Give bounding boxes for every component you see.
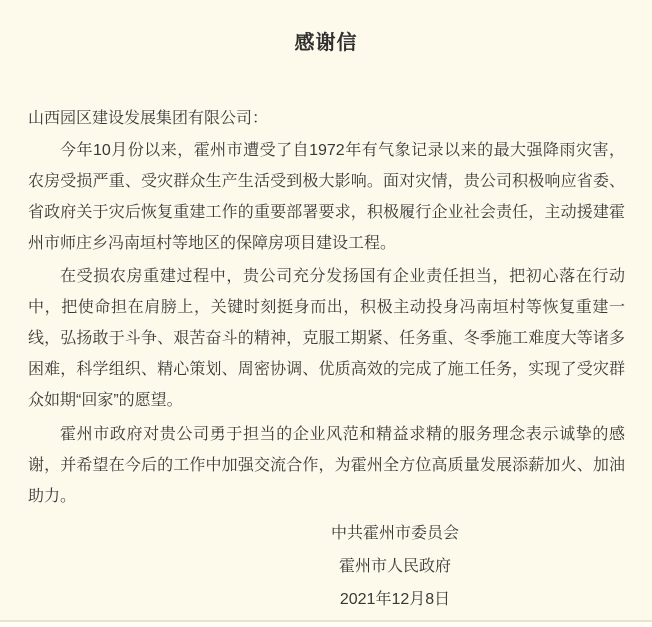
paragraph: 在受损农房重建过程中，贵公司充分发扬国有企业责任担当，把初心落在行动中，把使命担在肩膀上，关键时刻挺身而出，积极主动投身冯南垣村等恢复重建一线，弘扬敢于斗争、艰苦奋斗的精神，克服工期紧、任务重、冬季施工难度大等诸多困难，科学组织、精心策划、周密协调、优质高效的完成了施工任务，实现了受灾群众如期“回家”的愿望。 <box>28 268 625 409</box>
letter-body <box>28 103 625 512</box>
paragraph: 霍州市政府对贵公司勇于担当的企业风范和精益求精的服务理念表示诚挚的感谢，并希望在今后的工作中加强交流合作，为霍州全方位高质量发展添薪加火、加油助力。 <box>28 426 625 505</box>
bottom-border <box>0 620 652 627</box>
signature-line-government: 霍州市人民政府 <box>338 558 451 575</box>
salutation: 山西园区建设发展集团有限公司： <box>28 110 269 127</box>
letter-title: 感谢信 <box>294 32 358 54</box>
signature-line-committee: 中共霍州市委员会 <box>330 525 459 542</box>
paragraph: 今年10月份以来，霍州市遭受了自1972年有气象记录以来的最大强降雨灾害，农房受损严重、受灾群众生产生活受到极大影响。面对灾情，贵公司积极响应省委、省政府关于灾后恢复重建工作的重要部署要求，积极履行企业社会责任，主动援建霍州市师庄乡冯南垣村等地区的保障房项目建设工程。 <box>28 142 625 252</box>
signature-block <box>275 517 515 616</box>
signature-line-date: 2021年12月8日 <box>339 591 451 608</box>
